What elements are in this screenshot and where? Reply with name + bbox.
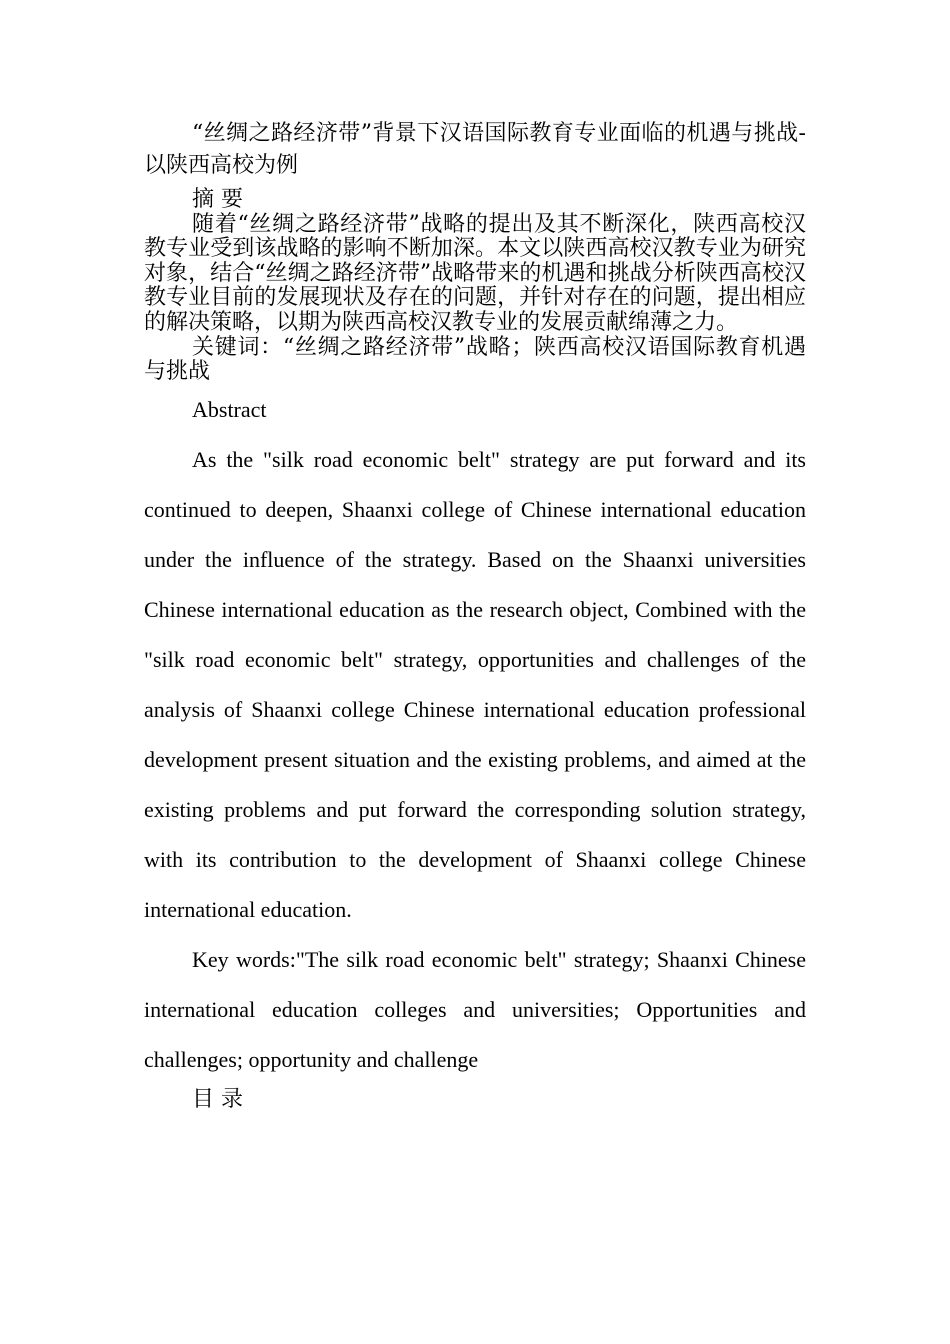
keywords-zh: 关键词：“丝绸之路经济带”战略；陕西高校汉语国际教育机遇与挑战 [144, 334, 806, 385]
abstract-body-zh: 随着“丝绸之路经济带”战略的提出及其不断深化，陕西高校汉教专业受到该战略的影响不断加深。本文以陕西高校汉教专业为研究对象，结合“丝绸之路经济带”战略带来的机遇和挑战分析陕西高校汉教专业目前的发展现状及存在的问题，并针对存在的问题，提出相应的解决策略，以期为陕西高校汉教专业的发展贡献绵薄之力。 [144, 211, 806, 335]
abstract-heading-en: Abstract [192, 396, 267, 422]
document-page [144, 118, 806, 1115]
toc-heading: 目 录 [192, 1086, 243, 1112]
document-title: “丝绸之路经济带”背景下汉语国际教育专业面临的机遇与挑战-以陕西高校为例 [144, 121, 806, 178]
abstract-body-en: As the "silk road economic belt" strategy are put forward and its continued to deepen, Shaanxi college of Chinese international education under the influence of the strategy. Based on the Shaanxi universities Chinese international education as the research object, Combined with the "silk road economic belt" strategy, opportunities and challenges of the analysis of Shaanxi college Chinese international education professional development present situation and the existing problems, and aimed at the existing problems and put forward the corresponding solution strategy, with its contribution to the development of Shaanxi college Chinese international education. [144, 446, 806, 922]
keywords-en: Key words:"The silk road economic belt" strategy; Shaanxi Chinese international education colleges and universities; Opportunities and challenges; opportunity and challenge [144, 946, 806, 1072]
abstract-heading-zh: 摘 要 [192, 187, 243, 212]
